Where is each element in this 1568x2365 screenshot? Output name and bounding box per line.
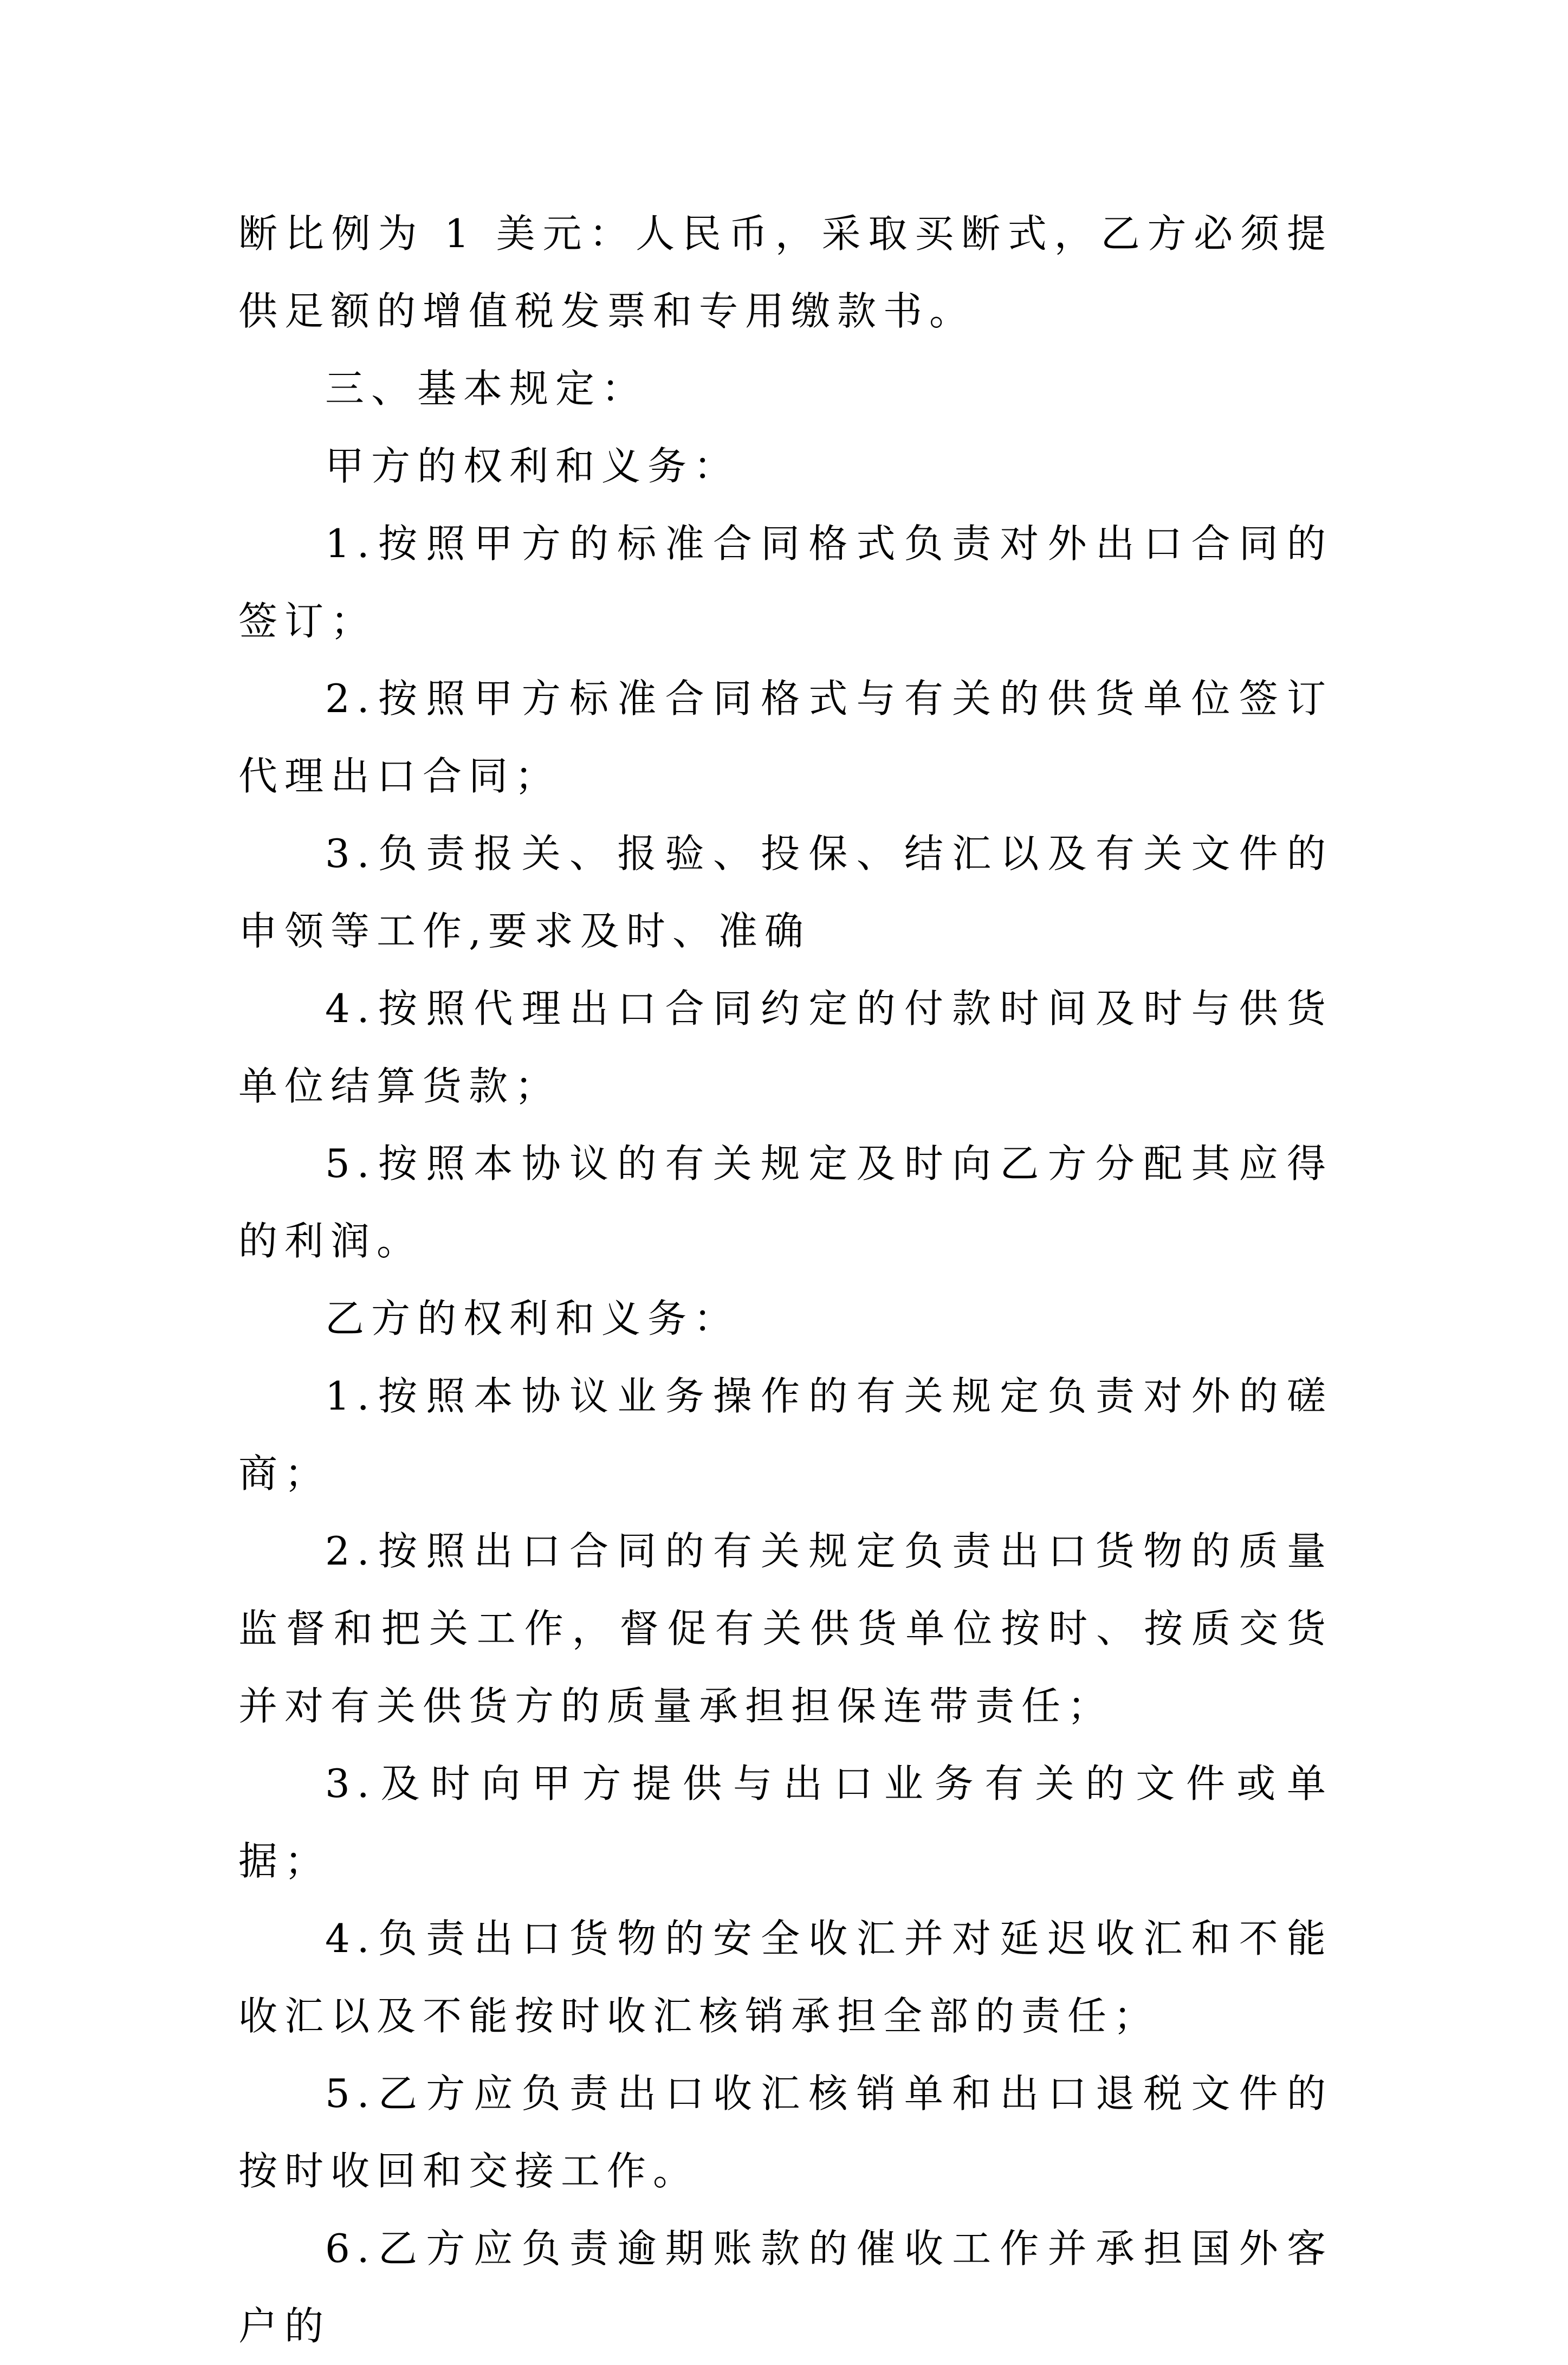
party-b-item-1: 1.按照本协议业务操作的有关规定负责对外的磋商；: [238, 1373, 1333, 1496]
party-a-item-4: 4.按照代理出口合同约定的付款时间及时与供货单位结算货款；: [238, 986, 1333, 1109]
party-a-item-5: 5.按照本协议的有关规定及时向乙方分配其应得的利润。: [238, 1141, 1333, 1264]
heading-party-a-rights: 甲方的权利和义务：: [325, 443, 740, 489]
party-b-item-4: 4.负责出口货物的安全收汇并对延迟收汇和不能收汇以及不能按时收汇核销承担全部的责任；: [238, 1916, 1333, 2039]
heading-basic-provisions: 三、基本规定：: [325, 366, 648, 411]
party-b-item-5: 5.乙方应负责出口收汇核销单和出口退税文件的按时收回和交接工作。: [238, 2071, 1333, 2194]
document-body: [238, 195, 1333, 2365]
party-a-item-2: 2.按照甲方标准合同格式与有关的供货单位签订代理出口合同；: [238, 676, 1333, 799]
party-a-item-3: 3.负责报关、报验、投保、结汇以及有关文件的申领等工作,要求及时、准确: [238, 831, 1333, 954]
party-a-item-1: 1.按照甲方的标准合同格式负责对外出口合同的签订；: [238, 521, 1333, 644]
paragraph-exchange-rate: 断比例为 1 美元：人民币，采取买断式，乙方必须提供足额的增值税发票和专用缴款书。: [238, 211, 1333, 334]
party-b-item-3: 3.及时向甲方提供与出口业务有关的文件或单据；: [238, 1761, 1333, 1884]
party-b-item-2: 2.按照出口合同的有关规定负责出口货物的质量监督和把关工作，督促有关供货单位按时、按质交货并对有关供货方的质量承担担保连带责任；: [238, 1528, 1333, 1729]
heading-party-b-rights: 乙方的权利和义务：: [325, 1296, 740, 1341]
party-b-item-6: 6.乙方应负责逾期账款的催收工作并承担国外客户的: [238, 2226, 1333, 2349]
